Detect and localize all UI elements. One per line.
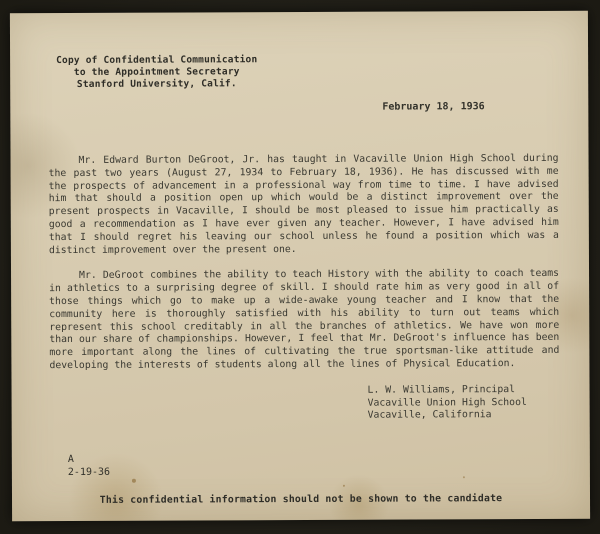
annotation-letter: A [67, 453, 74, 466]
signature-school: Vacaville Union High School [367, 396, 527, 409]
paragraph-1: Mr. Edward Burton DeGroot, Jr. has taught in Vacaville Union High School during the past two years (August 27, 1934 to February 18, 1936). He has discussed with me the prospects of advancement in a professional way from time to time. I have advised him that should a position open up which would be a distinct improvement over the present prospects in Vacaville, I should be most pleased to issue him practically as good a recommendation as I have ever given any teacher. However, I have advised him that I should regret his leaving our school unless he found a position which was a distinct improvement over the present one. [48, 152, 559, 256]
paragraph-2: Mr. DeGroot combines the ability to teach History with the ability to coach teams in athletics to a surprising degree of skill. I should rate him as very good in all of those things which go to make up a wide-awake young teacher and I know that the community here is thoroughly satisfied with his ability to turn out teams which represent this school creditably in all the branches of athletics. We have won more than our share of championships. However, I feel that Mr. DeGroot's influence has been more important along the lines of cultivating the true sportsman-like attitude and developing the interests of students along all the lines of Physical Education. [49, 268, 560, 372]
header-line-1: Copy of Confidential Communication [56, 54, 258, 67]
signature-location: Vacaville, California [367, 409, 492, 422]
confidential-footer-note: This confidential information should not be shown to the candidate [99, 493, 503, 506]
confidential-header [56, 54, 257, 91]
letter-body [49, 153, 560, 424]
signature-name: L. W. Williams, Principal [367, 383, 516, 396]
annotation-date: 2-19-36 [67, 466, 111, 479]
header-line-3: Stanford University, Calif. [76, 78, 237, 90]
signature-block [368, 384, 560, 423]
filing-annotation [68, 453, 110, 479]
letter-date: February 18, 1936 [382, 101, 485, 113]
header-line-2: to the Appointment Secretary [73, 66, 240, 78]
letter-paper [10, 11, 590, 522]
